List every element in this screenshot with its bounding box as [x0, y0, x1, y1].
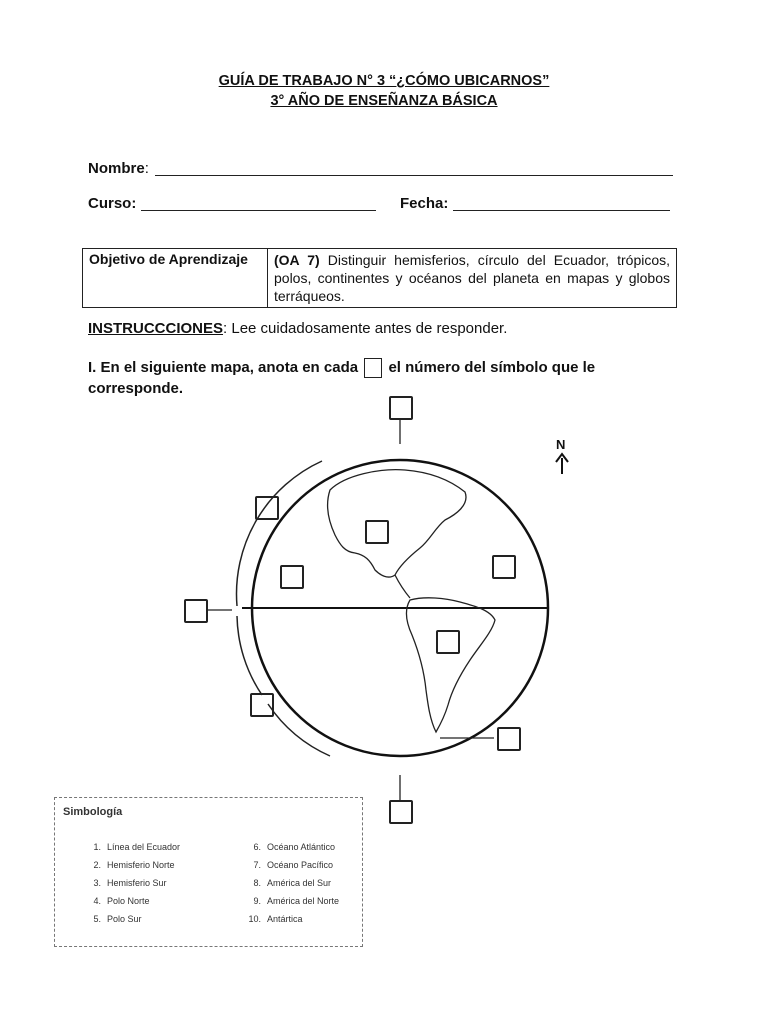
nombre-colon: :	[144, 160, 149, 177]
central-america-shape	[395, 575, 410, 598]
answer-box-south-america[interactable]	[436, 630, 460, 654]
answer-box-north-america[interactable]	[365, 520, 389, 544]
nombre-row	[88, 160, 149, 177]
legend-item: 7. Océano Pacífico	[253, 860, 334, 870]
curso-field[interactable]	[141, 210, 376, 211]
legend-item: 5. Polo Sur	[93, 914, 142, 924]
nombre-field[interactable]	[155, 175, 673, 176]
instructions	[88, 320, 507, 337]
question-1	[88, 357, 648, 399]
legend-left-column	[85, 842, 180, 932]
answer-box-south-pole[interactable]	[389, 800, 413, 824]
south-america-shape	[406, 598, 495, 732]
globe-outline	[252, 460, 548, 756]
question-1-part2: el número del símbolo que le corresponde.	[88, 359, 596, 398]
instructions-text: : Lee cuidadosamente antes de responder.	[223, 320, 508, 337]
answer-box-example	[364, 358, 382, 378]
objective-table	[82, 248, 677, 308]
answer-box-antarctica[interactable]	[497, 727, 521, 751]
nombre-label: Nombre	[88, 160, 145, 177]
legend-item: 1. Línea del Ecuador	[93, 842, 181, 852]
legend-title: Simbología	[63, 806, 123, 818]
answer-box-north-pole[interactable]	[389, 396, 413, 420]
fecha-field[interactable]	[453, 210, 670, 211]
curso-label: Curso:	[88, 195, 137, 212]
answer-box-atlantic[interactable]	[492, 555, 516, 579]
south-hemisphere-bracket-upper	[237, 616, 262, 695]
objective-text: Distinguir hemisferios, círculo del Ecuador, trópicos, polos, continentes y océanos del planeta en mapas y globos terráqueos.	[274, 252, 671, 304]
page-subtitle: 3° AÑO DE ENSEÑANZA BÁSICA	[270, 93, 498, 109]
legend-item: 4. Polo Norte	[93, 896, 150, 906]
legend-item: 6. Océano Atlántico	[253, 842, 336, 852]
answer-box-south-hemisphere[interactable]	[250, 693, 274, 717]
objective-cell	[268, 249, 677, 308]
answer-box-pacific[interactable]	[280, 565, 304, 589]
legend-item: 8. América del Sur	[253, 878, 332, 888]
objective-code: (OA 7)	[274, 252, 320, 268]
objective-label: Objetivo de Aprendizaje	[83, 249, 268, 308]
north-arrow-icon	[556, 454, 568, 462]
answer-box-north-hemisphere[interactable]	[255, 496, 279, 520]
answer-box-equator[interactable]	[184, 599, 208, 623]
south-hemisphere-bracket-lower	[268, 704, 330, 756]
fecha-label: Fecha:	[400, 195, 449, 212]
legend-item: 10. Antártica	[248, 914, 303, 924]
question-1-part1: I. En el siguiente mapa, anota en cada	[88, 359, 359, 376]
north-label: N	[556, 437, 566, 452]
page-title: GUÍA DE TRABAJO N° 3 “¿CÓMO UBICARNOS”	[218, 73, 550, 89]
north-america-shape	[328, 470, 466, 577]
legend-right-column	[245, 842, 339, 932]
legend-box	[54, 797, 363, 947]
legend-item: 3. Hemisferio Sur	[93, 878, 167, 888]
instructions-label: INSTRUCCCIONES	[88, 320, 224, 337]
legend-item: 9. América del Norte	[253, 896, 340, 906]
legend-item: 2. Hemisferio Norte	[93, 860, 175, 870]
